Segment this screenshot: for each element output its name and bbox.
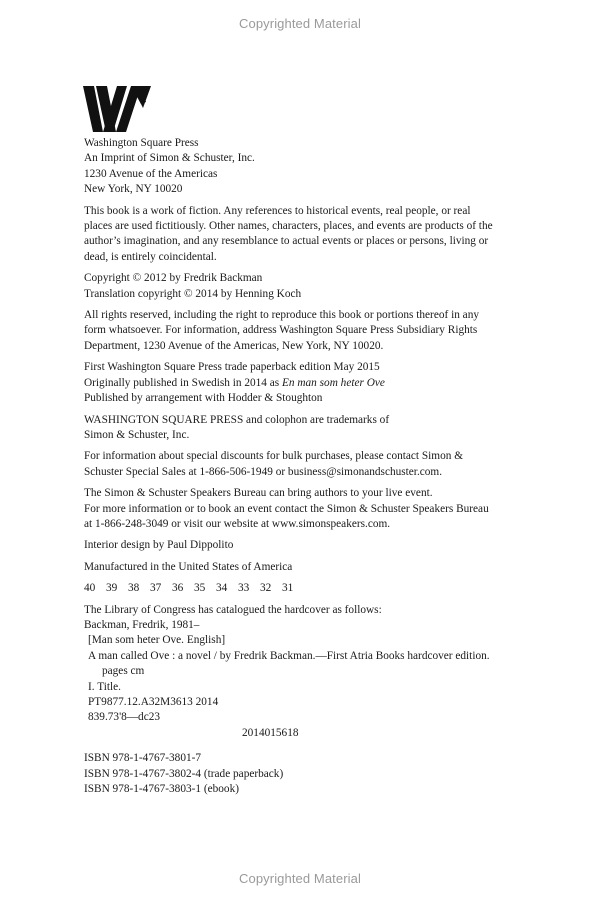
printing-number: 40 (84, 582, 96, 595)
speakers-bureau-notice (84, 486, 514, 532)
original-title: En man som heter Ove (282, 376, 385, 389)
printing-number: 39 (106, 582, 118, 595)
cip-lccn: 2014015618 (242, 726, 299, 739)
manufactured-line: Manufactured in the United States of America (84, 560, 293, 573)
bulk-sales-notice (84, 449, 514, 480)
cip-data (84, 603, 514, 742)
publisher-imprint: An Imprint of Simon & Schuster, Inc. (84, 152, 255, 165)
rights-line: All rights reserved, including the right to reproduce this book or portions thereof in any (84, 309, 479, 322)
publisher-address (84, 136, 514, 198)
rights-notice (84, 308, 514, 354)
cip-author: Backman, Fredrik, 1981– (84, 618, 200, 631)
cip-intro: The Library of Congress has catalogued the hardcover as follows: (84, 603, 382, 616)
arrangement-line: Published by arrangement with Hodder & Stoughton (84, 392, 323, 405)
copyright-page (84, 136, 514, 803)
publisher-street: 1230 Avenue of the Americas (84, 167, 218, 180)
printing-number: 37 (150, 582, 162, 595)
manufactured-notice (84, 560, 514, 575)
cip-uniform-title: [Man som heter Ove. English] (88, 634, 226, 647)
rights-line: form whatsoever. For information, address Washington Square Press Subsidiary Rights (84, 324, 478, 337)
printing-number: 32 (260, 582, 272, 595)
isbn-paperback: ISBN 978-1-4767-3802-4 (trade paperback) (84, 767, 284, 780)
isbn-hardcover: ISBN 978-1-4767-3801-7 (84, 752, 202, 765)
edition-info (84, 360, 514, 406)
printing-number: 38 (128, 582, 140, 595)
cip-pages: pages cm (102, 665, 145, 678)
interior-design-line: Interior design by Paul Dippolito (84, 539, 234, 552)
printing-number: 33 (238, 582, 250, 595)
watermark-bottom: Copyrighted Material (239, 871, 361, 886)
isbn-list (84, 751, 514, 797)
cip-lc-class: PT9877.12.A32M3613 2014 (88, 696, 219, 708)
speakers-line: For more information or to book an event contact the Simon & Schuster Speakers Bureau (84, 502, 489, 515)
original-publication-line (84, 376, 514, 391)
edition-line: First Washington Square Press trade paperback edition May 2015 (84, 361, 380, 374)
copyright-notice (84, 271, 514, 302)
copyright-line: Copyright © 2012 by Fredrik Backman (84, 272, 263, 285)
printing-number: 31 (282, 582, 294, 595)
publisher-name: Washington Square Press (84, 137, 199, 149)
trademark-line: Simon & Schuster, Inc. (84, 428, 190, 441)
cip-subject: I. Title. (88, 680, 121, 693)
printing-number: 34 (216, 582, 228, 595)
watermark-top: Copyrighted Material (239, 16, 361, 31)
translation-copyright-line: Translation copyright © 2014 by Henning Koch (84, 287, 302, 300)
publisher-logo (83, 86, 153, 132)
speakers-line: at 1-866-248-3049 or visit our website at www.simonspeakers.com. (84, 517, 391, 530)
interior-design-credit (84, 538, 514, 553)
trademark-notice (84, 413, 514, 444)
original-publication-prefix: Originally published in Swedish in 2014 as (84, 376, 282, 389)
fiction-notice-line: dead, is entirely coincidental. (84, 250, 217, 263)
cip-title-line: A man called Ove : a novel / by Fredrik Backman.—First Atria Books hardcover edition. (88, 649, 490, 662)
fiction-notice (84, 204, 514, 266)
printing-number: 35 (194, 582, 206, 595)
trademark-line: WASHINGTON SQUARE PRESS and colophon are trademarks of (84, 413, 390, 426)
speakers-line: The Simon & Schuster Speakers Bureau can bring authors to your live event. (84, 487, 433, 500)
fiction-notice-line: places are used fictitiously. Other names, characters, places, and events are products of the (84, 220, 493, 233)
fiction-notice-line: author’s imagination, and any resemblance to actual events or places or persons, living or (84, 235, 489, 248)
rights-line: Department, 1230 Avenue of the Americas, New York, NY 10020. (84, 339, 384, 352)
bulk-sales-line: Schuster Special Sales at 1-866-506-1949 or business@simonandschuster.com. (84, 465, 443, 478)
fiction-notice-line: This book is a work of fiction. Any references to historical events, real people, or real (84, 204, 471, 217)
cip-dewey: 839.73'8—dc23 (88, 711, 161, 724)
printing-number: 36 (172, 582, 184, 595)
publisher-city: New York, NY 10020 (84, 183, 183, 196)
bulk-sales-line: For information about special discounts for bulk purchases, please contact Simon & (84, 450, 463, 463)
printing-line (84, 581, 514, 596)
isbn-ebook: ISBN 978-1-4767-3803-1 (ebook) (84, 783, 239, 796)
